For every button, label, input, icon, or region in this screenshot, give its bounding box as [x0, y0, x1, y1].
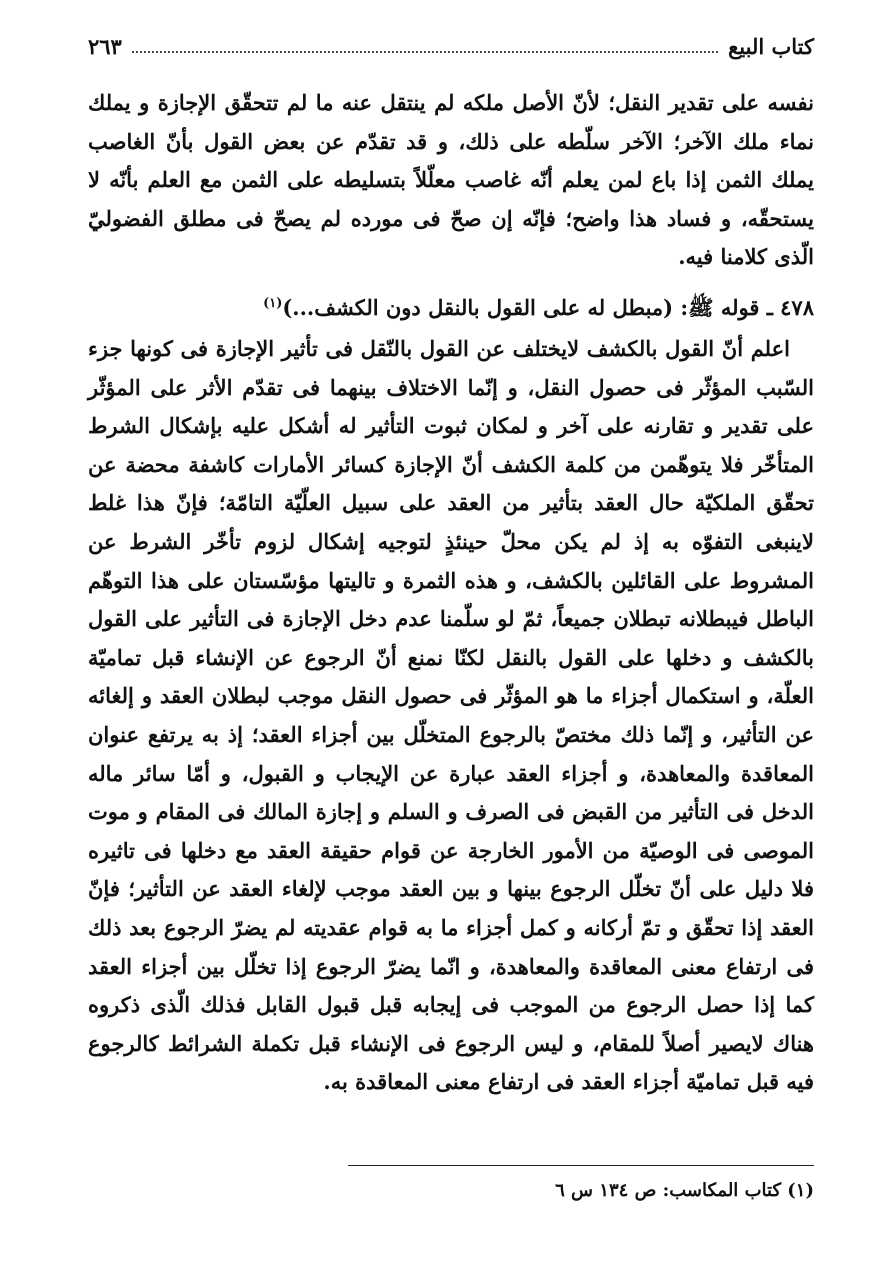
running-header — [88, 30, 814, 62]
header-dot-leader — [132, 39, 718, 53]
book-page — [88, 0, 814, 1267]
page-number: ٢٦٣ — [88, 33, 122, 59]
footnote-marker: (١) — [263, 296, 283, 311]
section-heading — [88, 286, 814, 326]
footnote-separator — [348, 1165, 814, 1166]
header-book-title: كتاب البيع — [728, 33, 814, 59]
commentary-paragraph-text: اعلم أنّ القول بالكشف لايختلف عن القول بالنّقل فى تأثير الإجازة فى كونها جزء السّبب المؤثّر فى حصول النقل، و إنّما الاختلاف بينهما فى تقدّم الأثر على المؤثّر على تقدير و تقارنه على آخر و لمكان ثبوت التأثير له أشكل عليه بإشكال الشرط المتأخّر فلا يتوهّمن من كلمة الكشف أنّ الإجازة كسائر الأمارات كاشفة محضة عن تحقّق الملكيّة حال العقد بتأثير من العقد على سبيل العلّيّة التامّة؛ فإنّ هذا غلط لاينبغى التفوّه به إذ لم يكن محلّ حينئذٍ لتوجيه إشكال لزوم تأخّر الشرط عن المشروط على القائلين بالكشف، و هذه الثمرة و تاليتها مؤسّستان على هذا التوهّم الباطل فيبطلانه تبطلان جميعاً، ثمّ لو سلّمنا عدم دخل الإجازة فى التأثير على القول بالكشف و دخلها على القول بالنقل لكنّا نمنع أنّ الرجوع عن الإنشاء قبل تماميّة العلّة، و استكمال أجزاء ما هو المؤثّر فى حصول النقل موجب لبطلان العقد و إلغائه عن التأثير، و إنّما ذلك مختصّ بالرجوع المتخلّل بين أجزاء العقد؛ إذ به يرتفع عنوان المعاقدة والمعاهدة، و أجزاء العقد عبارة عن الإيجاب و القبول، و أمّا سائر ماله الدخل فى التأثير من القبض فى الصرف و السلم و إجازة المالك فى المقام و موت الموصى فى الوصيّة من الأمور الخارجة عن قوام حقيقة العقد مع دخلها فى تاثيره فلا دليل على أنّ تخلّل الرجوع بينها و بين العقد موجب لإلغاء العقد عن التأثير؛ فإنّ العقد إذا تحقّق و تمّ أركانه و كمل أجزاء ما به قوام عقديته لم يضرّ الرجوع بعد ذلك فى ارتفاع معنى المعاقدة والمعاهدة، و انّما يضرّ الرجوع إذا تخلّل بين أجزاء العقد كما إذا حصل الرجوع من الموجب فى إيجابه قبل قبول القابل فذلك الّذى ذكروه هناك لايصير أصلاً للمقام، و ليس الرجوع فى الإنشاء قبل تكملة الشرائط كالرجوع فيه قبل تماميّة أجزاء العقد فى ارتفاع معنى المعاقدة به. — [88, 336, 814, 1095]
section-heading-text: ٤٧٨ ـ قوله ﷺ: (مبطل له على القول بالنقل دون الكشف...) — [282, 295, 814, 320]
footnote: (١) كتاب المكاسب: ص ١٣٤ س ٦ — [555, 1180, 814, 1201]
paragraph-continuation: نفسه على تقدير النقل؛ لأنّ الأصل ملكه لم ينتقل عنه ما لم تتحقّق الإجازة و يملك نماء ملك الآخر؛ الآخر سلّطه على ذلك، و قد تقدّم عن بعض القول بأنّ الغاصب يملك الثمن إذا باع لمن يعلم أنّه غاصب معلّلاً بتسليطه على الثمن مع العلم بأنّه لا يستحقّه، و فساد هذا واضح؛ فإنّه إن صحّ فى مورده لم يصحّ فى مطلق الفضوليّ الّذى كلامنا فيه. — [88, 90, 814, 270]
commentary-paragraph — [88, 330, 814, 1102]
